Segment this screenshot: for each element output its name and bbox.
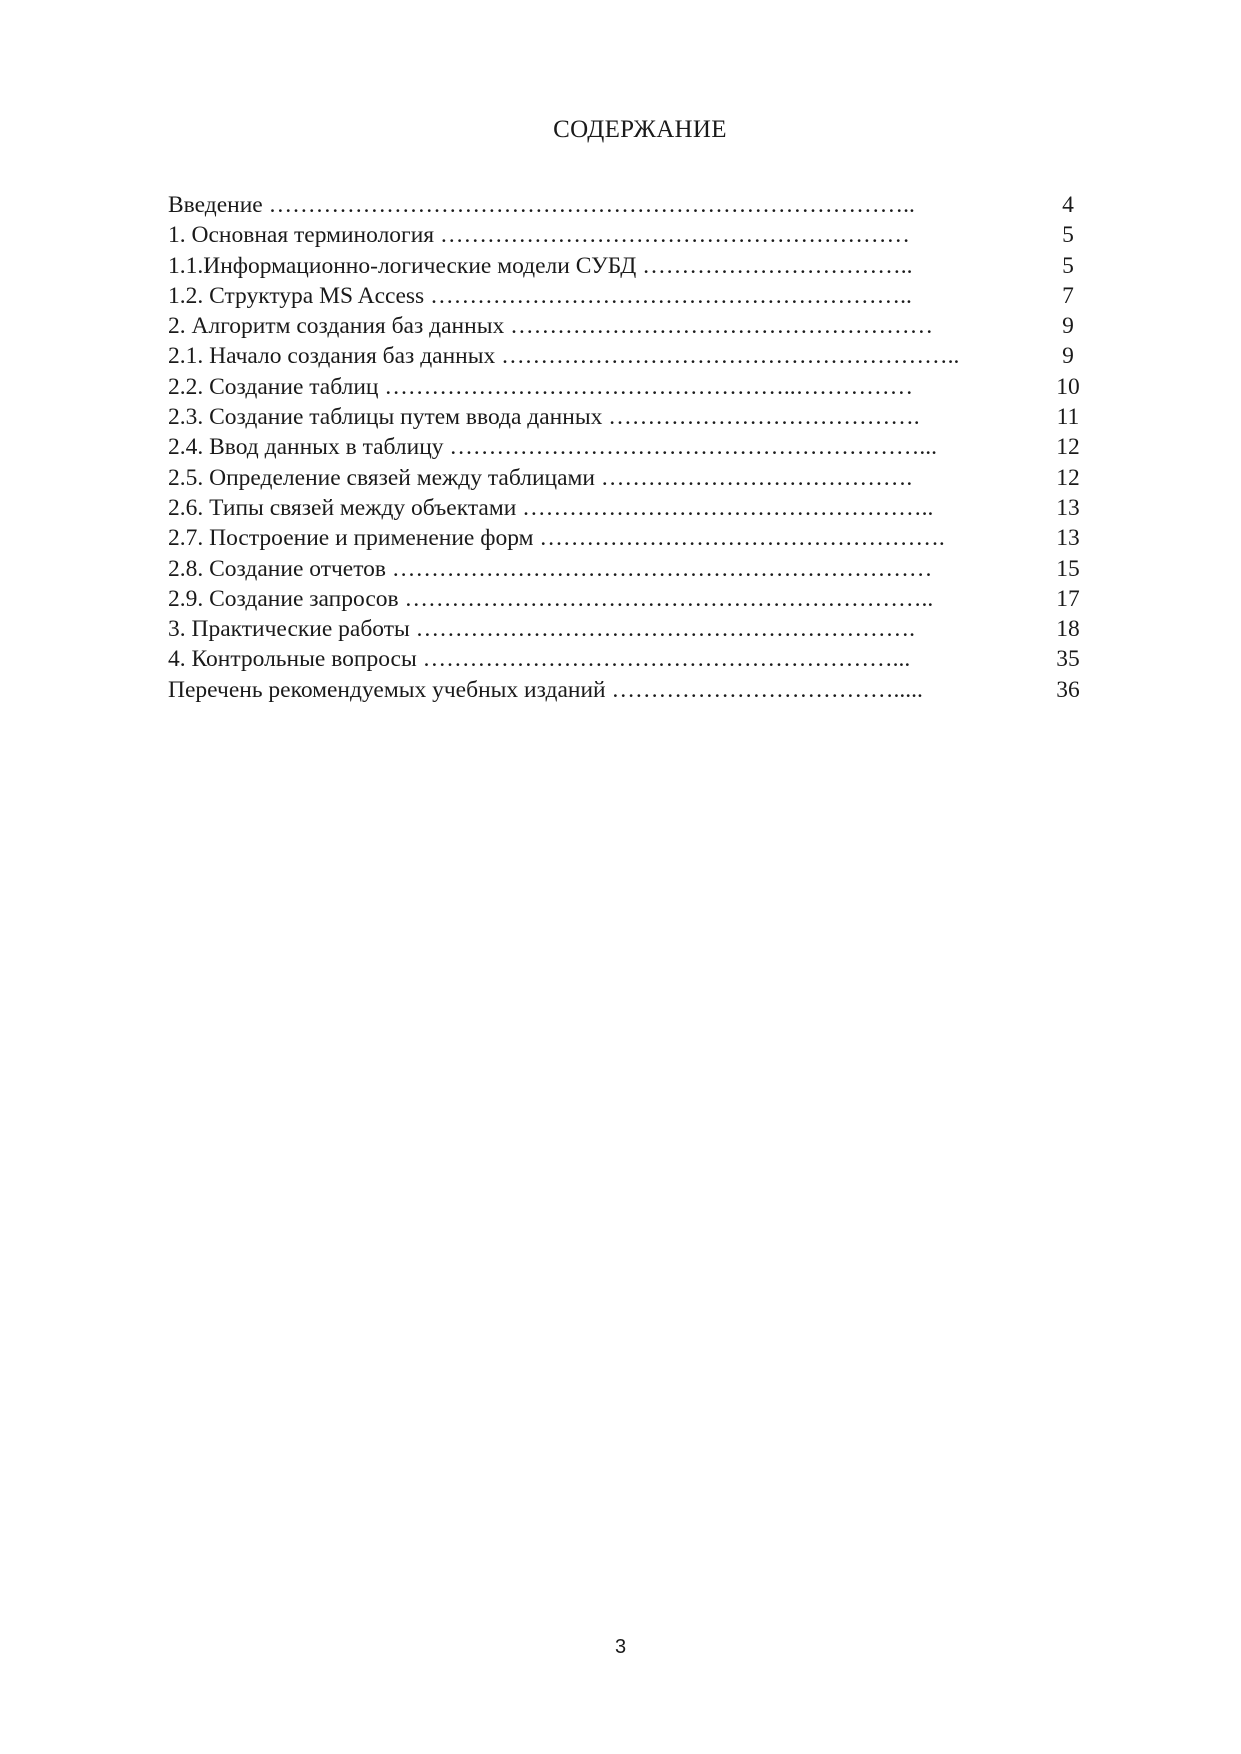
toc-entry-title: 2.3. Создание таблицы путем ввода данных ………………………………….: [168, 404, 920, 431]
toc-entry: [168, 463, 1080, 493]
toc-entry: [168, 311, 1074, 341]
toc-entry-page: 9: [1062, 343, 1074, 370]
toc-entry-title: 4. Контрольные вопросы ……………………………………………………...: [168, 646, 911, 673]
toc-entry-page: 7: [1062, 282, 1074, 309]
toc-entry-title: Перечень рекомендуемых учебных изданий ……………………………….....: [168, 676, 923, 703]
toc-entry-title: 1.1.Информационно-логические модели СУБД ……………………………..: [168, 252, 913, 279]
toc-entry-title: Введение ………………………………………………………………………..: [168, 192, 915, 218]
toc-entry-page: 12: [1056, 434, 1080, 461]
toc-entry-page: 5: [1062, 222, 1074, 249]
toc-entry-page: 13: [1056, 494, 1080, 521]
page-title: СОДЕРЖАНИЕ: [553, 116, 727, 143]
toc-entry-page: 11: [1056, 404, 1080, 431]
toc-entry-title: 2.2. Создание таблиц ……………………………………………..……………: [168, 373, 914, 400]
toc-entry-title: 2.9. Создание запросов …………………………………………………………..: [168, 585, 934, 612]
toc-entry-page: 10: [1056, 373, 1080, 400]
toc-entry: [168, 190, 1074, 220]
toc-entry-title: 2.1. Начало создания баз данных …………………………………………………..: [168, 343, 960, 370]
toc-entry: [168, 220, 1074, 250]
toc-entry-title: 2.7. Построение и применение форм …………………………………………….: [168, 525, 945, 552]
toc-entry-title: 2.5. Определение связей между таблицами ………………………………….: [168, 464, 913, 491]
toc-entry: [168, 341, 1074, 371]
toc-entry: [168, 614, 1080, 644]
toc-entry: [168, 251, 1074, 281]
toc-entry-page: 5: [1062, 252, 1074, 279]
toc-entry: [168, 432, 1080, 462]
toc-entry: [168, 554, 1080, 584]
table-of-contents: [168, 190, 1080, 705]
toc-entry: [168, 402, 1080, 432]
toc-entry-title: 1.2. Структура MS Access ……………………………………………………..: [168, 282, 912, 309]
toc-entry: [168, 675, 1080, 705]
toc-entry-page: 18: [1056, 616, 1080, 643]
toc-entry-page: 9: [1062, 313, 1074, 340]
page-number: 3: [614, 1636, 627, 1658]
toc-entry-page: 35: [1056, 646, 1080, 673]
toc-entry-page: 12: [1056, 464, 1080, 491]
toc-entry-page: 15: [1056, 555, 1080, 582]
toc-entry-page: 36: [1056, 676, 1080, 703]
toc-entry: [168, 523, 1080, 553]
toc-entry: [168, 644, 1080, 674]
toc-entry-title: 2.8. Создание отчетов ……………………………………………………………: [168, 555, 933, 582]
toc-entry: [168, 584, 1080, 614]
toc-entry-title: 1. Основная терминология ……………………………………………………: [168, 222, 910, 249]
toc-entry-title: 3. Практические работы ……………………………………………………….: [168, 616, 916, 643]
toc-entry-title: 2. Алгоритм создания баз данных ………………………………………………: [168, 313, 934, 340]
toc-entry: [168, 281, 1074, 311]
toc-entry-title: 2.4. Ввод данных в таблицу ……………………………………………………...: [168, 434, 938, 461]
toc-entry-title: 2.6. Типы связей между объектами ……………………………………………..: [168, 494, 934, 521]
toc-entry: [168, 493, 1080, 523]
toc-entry-page: 17: [1056, 585, 1080, 612]
toc-entry: [168, 372, 1080, 402]
toc-entry-page: 4: [1062, 192, 1074, 218]
toc-entry-page: 13: [1056, 525, 1080, 552]
